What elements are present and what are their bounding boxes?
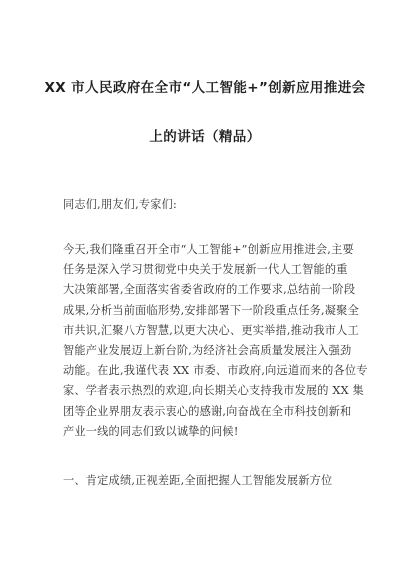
paragraph-line: 大决策部署,全面落实省委省政府的工作要求,总结前一阶段 [63, 283, 356, 297]
salutation: 同志们,朋友们,专家们: [63, 198, 177, 211]
paragraph-line: 任务是深入学习贯彻党中央关于发展新一代人工智能的重 [63, 263, 348, 277]
section-heading: 一、肯定成绩,正视差距,全面把握人工智能发展新方位 [63, 474, 333, 487]
paragraph-line: 今天,我们隆重召开全市“人工智能+”创新应用推进会,主要 [63, 243, 354, 256]
document-title-line-2: 上的讲话（精品） [149, 129, 261, 145]
opening-paragraph [63, 240, 368, 442]
paragraph-line: 成果,分析当前面临形势,安排部署下一阶段重点任务,凝聚全 [63, 303, 359, 317]
document-title-line-1: XX 市人民政府在全市“人工智能+”创新应用推进会 [44, 80, 366, 96]
paragraph-line: 智能产业发展迈上新台阶,为经济社会高质量发展注入强劲 [63, 344, 352, 358]
paragraph-line: 产业一线的同志们致以诚挚的问候! [63, 424, 239, 438]
paragraph-line: 团等企业界朋友表示衷心的感谢,向奋战在全市科技创新和 [63, 404, 352, 418]
paragraph-line: 动能。在此,我谨代表 XX 市委、市政府,向远道而来的各位专 [63, 364, 368, 378]
paragraph-line: 市共识,汇聚八方智慧,以更大决心、更实举措,推动我市人工 [63, 323, 359, 337]
paragraph-line: 家、学者表示热烈的欢迎,向长期关心支持我市发展的 XX 集 [63, 384, 364, 398]
